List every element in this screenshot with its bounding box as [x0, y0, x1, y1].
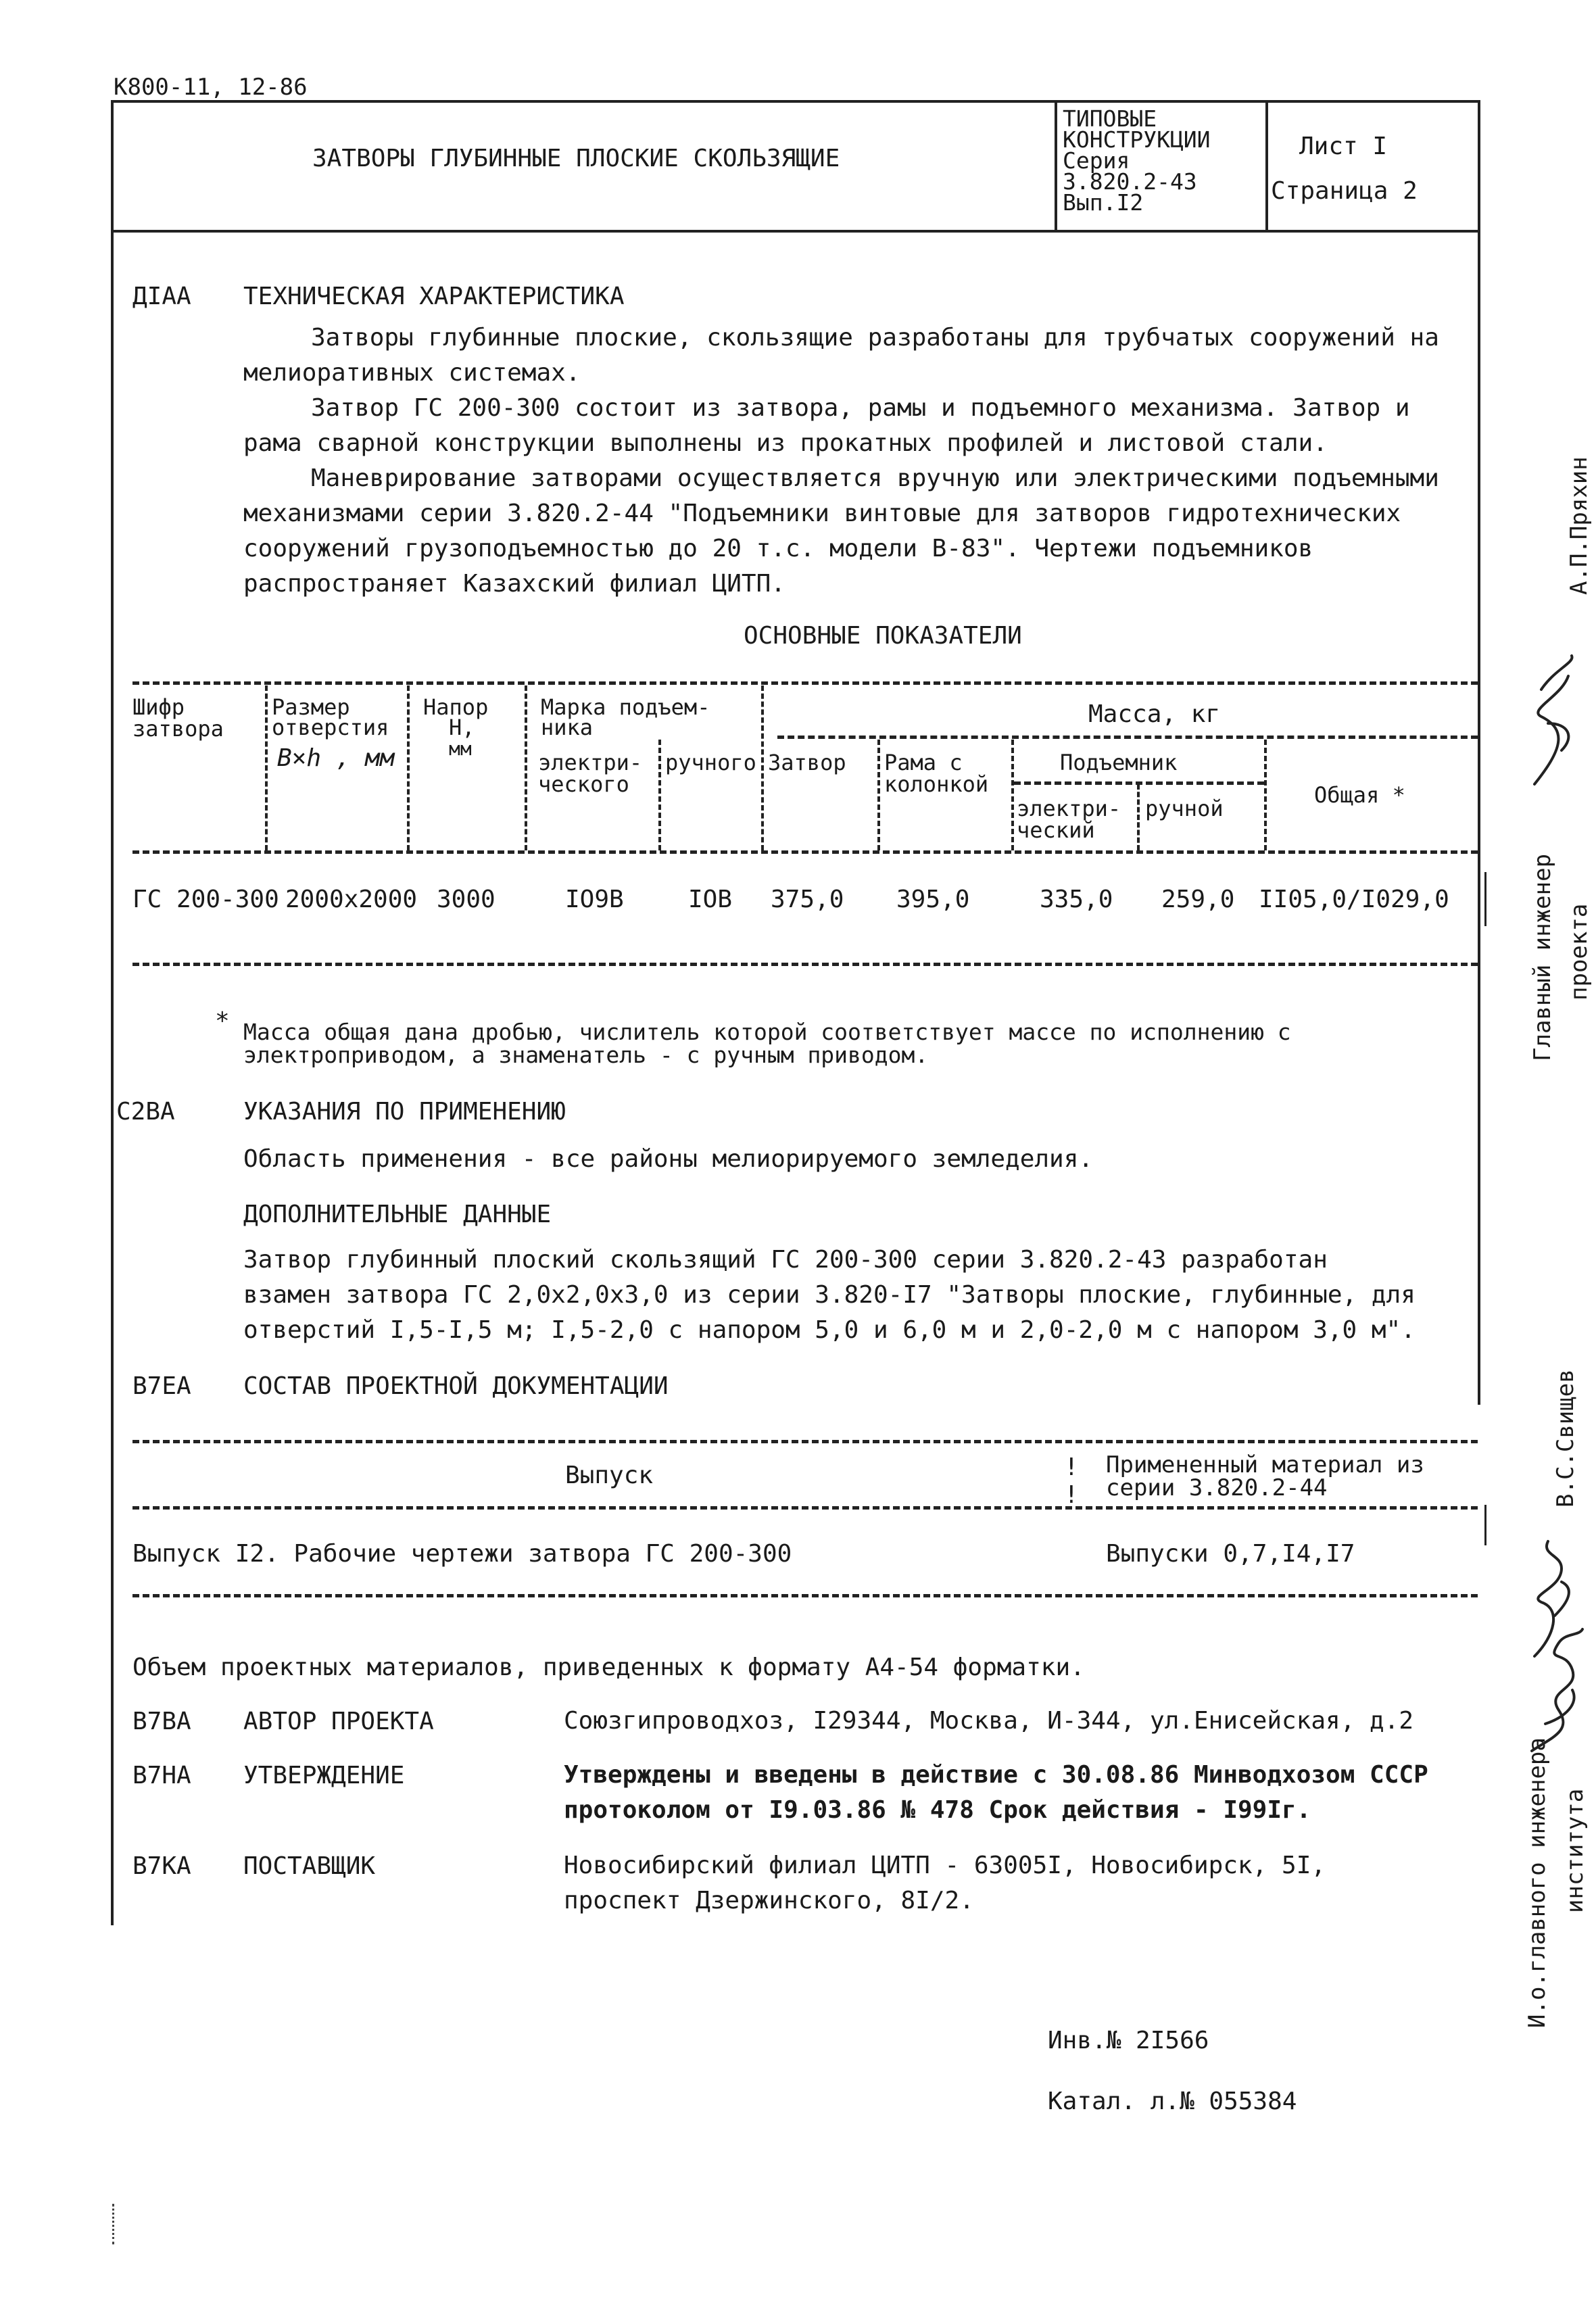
signature-top [1521, 649, 1582, 804]
catalog-number: Катал. л.№ 055384 [1048, 2088, 1297, 2115]
margin-acting-label-1: И.о.главного инженера [1524, 1737, 1551, 2028]
info-value: Новосибирский филиал ЦИТП - 63005I, Новосибирск, 5I, проспект Дзержинского, 8I/2. [564, 1852, 1326, 1914]
frame-right-line [1478, 100, 1480, 1405]
header-elektr: ческого [538, 771, 629, 797]
header-napor: Н, [449, 715, 475, 740]
table-rule [132, 963, 1478, 966]
series-line: Серия [1063, 147, 1130, 174]
table-col-divider [1011, 740, 1014, 850]
section-code: ДIАА [132, 283, 191, 310]
margin-name-top: А.П.Пряхин [1566, 456, 1593, 595]
series-line: ТИПОВЫЕ [1063, 105, 1157, 132]
paragraph: Затворы глубинные плоские, скользящие разработаны для трубчатых сооружений на мелиоративных системах. [243, 324, 1439, 387]
table-cell: 375,0 [771, 886, 844, 913]
table-cell: 395,0 [896, 886, 970, 913]
header-marka: Марка подъем- [541, 694, 710, 720]
header-rama: колонкой [884, 771, 989, 797]
table-caption: ОСНОВНЫЕ ПОКАЗАТЕЛИ [744, 622, 1022, 650]
frame-left-line [111, 100, 114, 1925]
header-ruchn: ручного [665, 750, 756, 775]
doc-table-sep: ! ! [1064, 1453, 1079, 1510]
table-col-divider [761, 685, 764, 850]
section-code: С2ВА [116, 1098, 175, 1126]
table-cell: II05,0/I029,0 [1259, 886, 1449, 913]
margin-tick [1484, 1505, 1486, 1545]
table-cell: 2000х2000 [285, 886, 418, 913]
info-code: В7ВА [132, 1708, 191, 1735]
table-col-divider [658, 740, 661, 850]
header-razmer: В×h , мм [277, 744, 395, 772]
table-cell: IОВ [688, 886, 733, 913]
table-rule [132, 1594, 1478, 1597]
table-rule [132, 1506, 1478, 1510]
section-heading: ДОПОЛНИТЕЛЬНЫЕ ДАННЫЕ [243, 1201, 552, 1228]
margin-acting-label-2: института [1562, 1788, 1589, 1913]
table-col-divider [1264, 740, 1267, 850]
info-value: Союзгипроводхоз, I29344, Москва, И-344, ул.Енисейская, д.2 [564, 1707, 1414, 1735]
header-ruch-podem: ручной [1145, 796, 1224, 821]
header-napor: мм [449, 738, 472, 760]
series-block [1063, 105, 1211, 216]
table-cell: IО9В [565, 886, 624, 913]
series-line: Вып.I2 [1063, 189, 1144, 216]
table-rule [132, 850, 1478, 854]
info-label: ПОСТАВЩИК [243, 1852, 376, 1880]
volume-text: Объем проектных материалов, приведенных к формату А4-54 форматки. [132, 1654, 1085, 1681]
header-massa: Масса, кг [1088, 700, 1221, 728]
frame-top-line [111, 100, 1479, 103]
page-number: Страница 2 [1271, 177, 1418, 205]
info-label: УТВЕРЖДЕНИЕ [243, 1762, 405, 1789]
header-zatvor: Затвор [768, 750, 846, 775]
margin-chief-label-2: проекта [1566, 903, 1593, 1001]
document-title: ЗАТВОРЫ ГЛУБИННЫЕ ПЛОСКИЕ СКОЛЬЗЯЩИЕ [312, 145, 840, 172]
paragraph: Затвор глубинный плоский скользящий ГС 200-300 серии 3.820.2-43 разработан взамен затвора ГС 2,0х2,0х3,0 из серии 3.820-I7 "Затворы плоские, глубинные, для отверстий I,5-I,5 м; I,5-2,0 с напором 5,0 и 6,0 м и 2,0-2,0 м с напором 3,0 м". [243, 1246, 1416, 1344]
table-col-divider [1137, 784, 1140, 850]
header-el-podem: ческий [1017, 817, 1095, 843]
header-el-podem: электри- [1017, 796, 1121, 821]
table-rule [132, 1440, 1478, 1443]
info-label: АВТОР ПРОЕКТА [243, 1708, 434, 1735]
info-value: Утверждены и введены в действие с 30.08.86 Минводхозом СССР протоколом от I9.03.86 № 478 Срок действия - I99Iг. [564, 1761, 1428, 1824]
table-rule [777, 736, 1478, 739]
header-shifr: Шифр затвора [132, 694, 224, 742]
doc-table-cell: Выпуски 0,7,I4,I7 [1106, 1540, 1355, 1568]
header-obsh: Общая * [1314, 782, 1405, 808]
paragraph: Затвор ГС 200-300 состоит из затвора, рамы и подъемного механизма. Затвор и рама сварной конструкции выполнены из прокатных профилей и листовой стали. [243, 394, 1410, 457]
table-col-divider [525, 685, 527, 850]
title-divider-1 [1055, 100, 1057, 231]
section-heading: УКАЗАНИЯ ПО ПРИМЕНЕНИЮ [243, 1098, 566, 1126]
doc-table-header: серии 3.820.2-44 [1106, 1474, 1328, 1501]
info-code: В7НА [132, 1762, 191, 1789]
signature-bottom [1518, 1622, 1593, 1764]
margin-tick [1484, 872, 1486, 926]
scan-mark [112, 2204, 114, 2244]
header-razmer: Размер [272, 694, 350, 720]
footnote-text: Масса общая дана дробью, числитель которой соответствует массе по исполнению с электроприводом, а знаменатель - с ручным приводом. [243, 1019, 1291, 1068]
info-code: В7КА [132, 1852, 191, 1880]
inventory-number: Инв.№ 2I566 [1048, 2027, 1209, 2054]
margin-name-mid: В.С.Свищев [1552, 1369, 1579, 1508]
table-col-divider [265, 685, 268, 850]
doc-table-header: Выпуск [565, 1462, 654, 1489]
header-podem: Подъемник [1060, 750, 1178, 775]
table-cell: 259,0 [1161, 886, 1235, 913]
table-col-divider [407, 685, 410, 850]
header-napor: Напор [423, 694, 489, 720]
table-cell: ГС 200-300 [132, 886, 279, 913]
paragraph: Маневрирование затворами осуществляется вручную или электрическими подъемными механизмами серии 3.820.2-44 "Подъемники винтовые для затворов гидротехнических сооружений грузоподъемностью до 20 т.с. модели В-83". Чертежи подъемников распространяет Казахский филиал ЦИТП. [243, 464, 1439, 598]
paragraph: Область применения - все районы мелиорируемого земледелия. [243, 1145, 1094, 1173]
table-col-divider [877, 740, 880, 850]
table-cell: 3000 [437, 886, 495, 913]
doc-table-cell: Выпуск I2. Рабочие чертежи затвора ГС 200-300 [132, 1540, 792, 1568]
margin-chief-label-1: Главный инженер [1529, 853, 1556, 1061]
header-elektr: электри- [538, 750, 643, 775]
doc-table-header: Примененный материал из [1106, 1451, 1424, 1478]
title-divider-2 [1265, 100, 1268, 231]
header-rama: Рама с [884, 750, 963, 775]
header-marka: ника [541, 715, 594, 740]
section-heading: СОСТАВ ПРОЕКТНОЙ ДОКУМЕНТАЦИИ [243, 1372, 669, 1400]
series-line: 3.820.2-43 [1063, 168, 1197, 195]
section-code: В7ЕА [132, 1372, 191, 1400]
section-heading: ТЕХНИЧЕСКАЯ ХАРАКТЕРИСТИКА [243, 283, 625, 310]
sheet-number: Лист I [1299, 132, 1388, 160]
document-code: К800-11, 12-86 [114, 74, 308, 101]
title-block-bottom-line [111, 230, 1479, 233]
footnote-star: * [215, 1007, 230, 1035]
table-rule [132, 681, 1478, 685]
series-line: КОНСТРУКЦИИ [1063, 126, 1211, 153]
table-cell: 335,0 [1040, 886, 1113, 913]
header-razmer: отверстия [272, 715, 389, 740]
